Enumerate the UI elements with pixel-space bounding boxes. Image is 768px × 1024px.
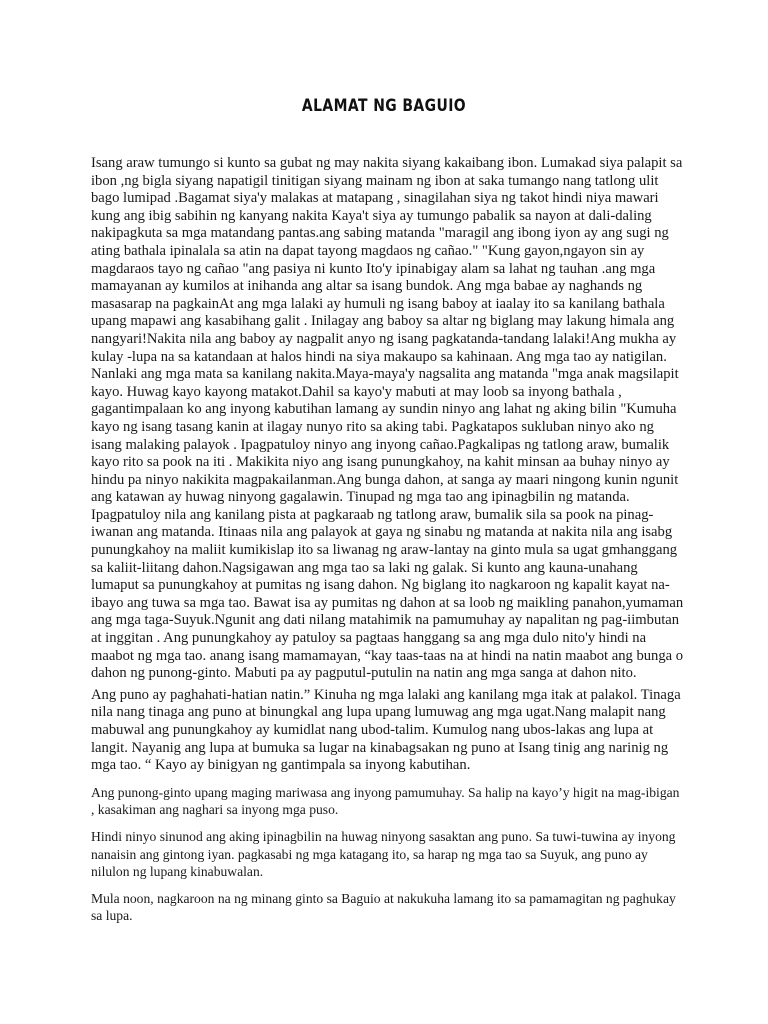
paragraph-5: Mula noon, nagkaroon na ng minang ginto sa Baguio at nakukuha lamang ito sa pamamagitan ng paghukay sa lupa. xyxy=(91,890,676,924)
paragraph-4: Hindi ninyo sinunod ang aking ipinagbilin na huwag ninyong sasaktan ang puno. Sa tuwi-tuwina ay inyong nanaisin ang gintong iyan. pagkasabi ng mga katagang ito, sa harap ng mga tao sa Suyuk, ang puno ay nilulon ng lupang kinabuwalan. xyxy=(91,828,676,880)
paragraph-1: Isang araw tumungo si kunto sa gubat ng may nakita siyang kakaibang ibon. Lumakad siya palapit sa ibon ,ng bigla siyang napatigil tinitigan siyang mainam ng ibon at saka tumango nang tatlong ulit bago lumipad .Bagamat siya'y malakas at matapang , sinagilahan siya ng takot hindi niya mawari kung ang ibig sabihin ng kanyang nakita Kaya't siya ay tumungo pabalik sa nayon at dali-daling nakipagkuta sa mga matandang pantas.ang sabing matanda "maragil ang ibong iyon ay ang sugi ng ating bathala ipinalala sa atin na dapat tayong magdaos ng cañao." "Kung gayon,ngayon sin ay magdaraos tayo ng cañao "ang pasiya ni kunto Ito'y ipinabigay alam sa lahat ng tauhan .ang mga mamayanan ay kumilos at inihanda ang altar sa isang bundok. Ang mga babae ay naghands ng masasarap na pagkainAt ang mga lalaki ay humuli ng isang baboy at iaalay ito sa kanilang bathala upang mapawi ang kasabihang galit . Inilagay ang baboy sa altar ng biglang may lakung himala ang nangyari!Nakita nila ang baboy ay nagpalit anyo ng isang pagkatanda-tandang lalaki!Ang mukha ay kulay -lupa na sa katandaan at halos hindi na siya makaupo sa kahinaan. Ang mga tao ay natigilan. Nanlaki ang mga mata sa kanilang nakita.Maya-maya'y nagsalita ang matanda "mga anak magsilapit kayo. Huwag kayo kayong matakot.Dahil sa kayo'y mabuti at may loob sa inyong bathala , gagantimpalaan ko ang inyong kabutihan lamang ay sundin ninyo ang lahat ng aking bilin "Kumuha kayo ng isang tasang kanin at ilagay nunyo rito sa aking tabi. Pagkatapos sukluban ninyo ako ng isang malaking palayok . Ipagpatuloy ninyo ang inyong cañao.Pagkalipas ng tatlong araw, bumalik kayo rito sa pook na iti . Makikita niyo ang isang punungkahoy, na kahit minsan aa buhay ninyo ay hindu pa ninyo nakikita magpakailanman.Ang bunga dahon, at sanga ay maari ningong kunin ngunit ang katawan ay huwag ninyong gagalawin. Tinupad ng mga tao ang ipinagbilin ng matanda. Ipagpatuloy nila ang kanilang pista at pagkaraab ng tatlong araw, bumalik sila sa pook na pinag-iwanan ang matanda. Itinaas nila ang palayok at gaya ng sinabu ng matanda at nakita nila ang isabg punungkahoy na maliit kumikislap ito sa liwanag ng araw-lantay na ginto mula sa ugat gmhanggang sa kaliit-liitang dahon.Nagsigawan ang mga tao sa laki ng galak. Si kunto ang kauna-unahang lumaput sa punungkahoy at pumitas ng isang dahon. Ng biglang ito nagkaroon ng kapalit kayat na-ibayo ang tuwa sa mga tao. Bawat isa ay pumitas ng dahon at sa loob ng maikling panahon,yumaman ang mga taga-Suyuk.Ngunit ang dati nilang matahimik na pamumuhay ay napalitan ng pag-iimbutan at inggitan . Ang punungkahoy ay patuloy sa pagtaas hanggang sa ang mga dulo nito'y hindi na maabot ng mga tao. anang isang mamamayan, “kay taas-taas na at hindi na natin maabot ang bunga o dahon ng punong-ginto. Mabuti pa ay pagputul-putulin na natin ang mga sanga at dahon nito. xyxy=(91,155,684,682)
document-title: ALAMAT NG BAGUIO xyxy=(301,96,467,116)
document-body xyxy=(91,155,685,925)
paragraph-2: Ang puno ay paghahati-hatian natin.” Kinuha ng mga lalaki ang kanilang mga itak at palakol. Tinaga nila nang tinaga ang puno at binungkal ang lupa upang lumuwag ang mga ugat.Nang malapit nang mabuwal ang punungkahoy ay kumidlat nang ubod-talim. Kumulog nang ubos-lakas ang lupa at langit. Nayanig ang lupa at bumuka sa lugar na kinabagsakan ng puno at Isang tinig ang narinig ng mga tao. “ Kayo ay binigyan ng gantimpala sa inyong kabutihan. xyxy=(91,686,681,774)
paragraph-3: Ang punong-ginto upang maging mariwasa ang inyong pamumuhay. Sa halip na kayo’y higit na mag-ibigan , kasakiman ang naghari sa inyong mga puso. xyxy=(91,784,680,818)
